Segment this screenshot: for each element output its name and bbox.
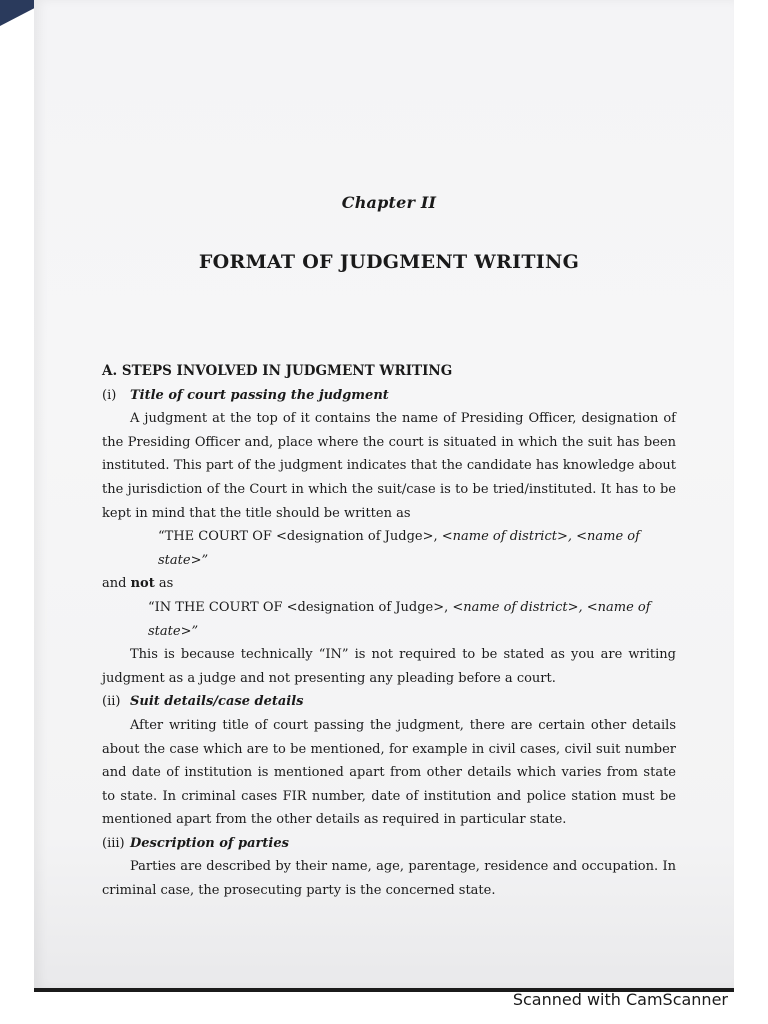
paragraph-description-of-parties: Parties are described by their name, age, parentage, residence and occupation. In criminal case, the prosecuting party is the concerned state. (102, 859, 676, 899)
camscanner-watermark: Scanned with CamScanner (512, 990, 728, 1009)
chapter-title: FORMAT OF JUDGMENT WRITING (198, 251, 580, 273)
and-word: and (102, 576, 127, 592)
chapter-label: Chapter II (341, 193, 437, 212)
subsection-number: (ii) (102, 694, 121, 710)
correct-format-placeholders: <name of district>, <name of state>” (158, 529, 640, 568)
paragraph-suit-details: After writing title of court passing the judgment, there are certain other details about the case which are to be mentioned, for example in civil cases, civil suit number and date of institution is mentioned apart from other details which varies from state to state. In criminal cases FIR number, date of institution and police station must be mentioned apart from the other details as required in particular state. (102, 717, 676, 828)
correct-title-format (102, 525, 676, 572)
subsection-heading-suit-details (102, 690, 676, 714)
section-heading: A. STEPS INVOLVED IN JUDGMENT WRITING (102, 363, 453, 379)
paragraph-explanation: This is because technically “IN” is not required to be stated as you are writing judgment as a judge and not presenting any pleading before a court. (102, 647, 676, 686)
and-not-as-line (102, 572, 676, 596)
incorrect-format-text: “IN THE COURT OF <designation of Judge>, (148, 599, 453, 615)
incorrect-format-placeholders: <name of district>, <name of state>” (148, 599, 651, 639)
correct-format-text: “THE COURT OF <designation of Judge>, (158, 529, 442, 545)
subsection-number: (iii) (102, 835, 125, 851)
subsection-number: (i) (102, 387, 117, 403)
subsection-heading-description-of-parties (102, 832, 676, 856)
chapter-body (102, 360, 676, 903)
subsection-title: Title of court passing the judgment (130, 387, 389, 403)
subsection-heading-title-of-court (102, 384, 676, 408)
as-word: as (158, 576, 174, 592)
not-word: not (130, 576, 155, 592)
incorrect-title-format (102, 596, 676, 643)
subsection-title: Description of parties (130, 835, 289, 851)
subsection-title: Suit details/case details (130, 694, 304, 710)
paragraph-title-of-court: A judgment at the top of it contains the name of Presiding Officer, designation of the Presiding Officer and, place where the court is situated in which the suit has been instituted. This part of the judgment indicates that the candidate has knowledge about the jurisdiction of the Court in which the suit/case is to be tried/instituted. It has to be kept in mind that the title should be written as (102, 411, 676, 521)
